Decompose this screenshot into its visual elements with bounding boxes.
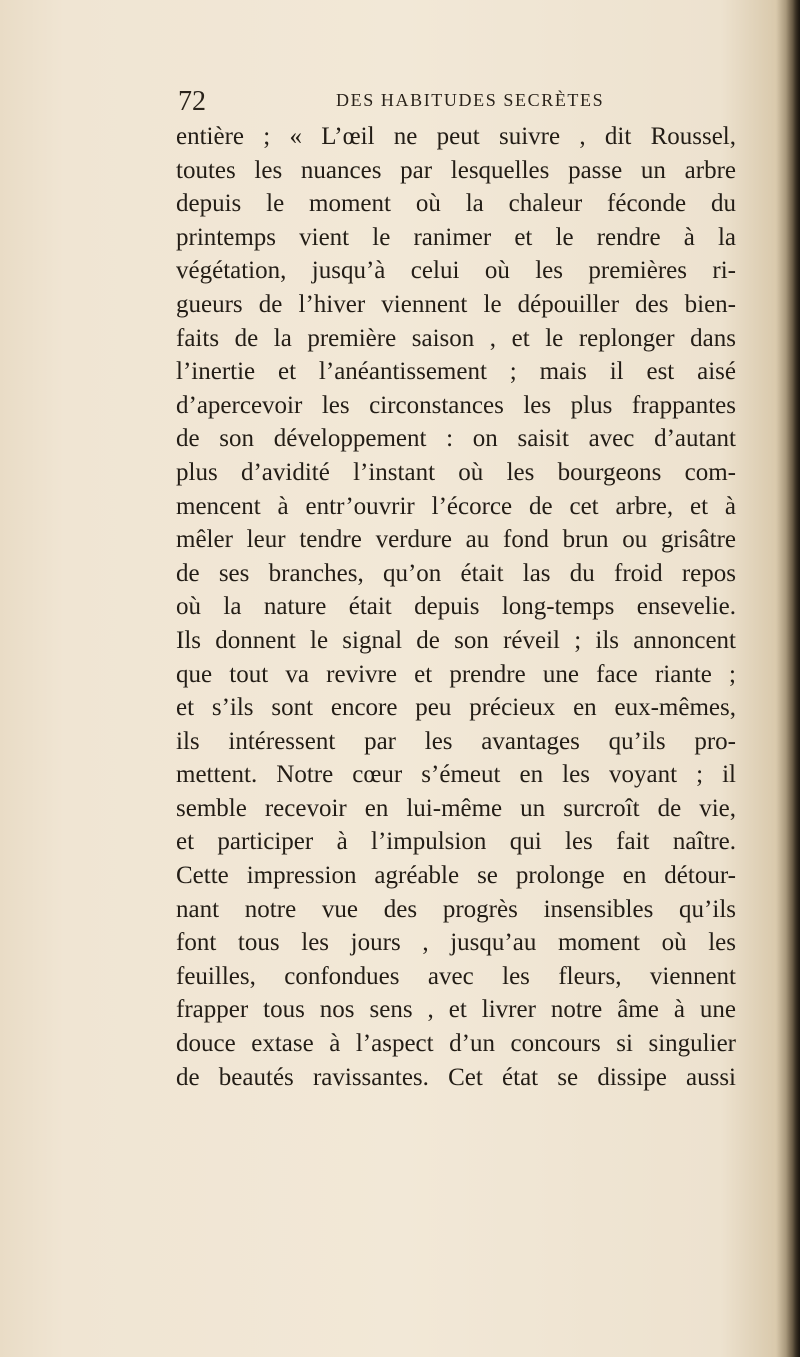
text-line: plus d’avidité l’instant où les bourgeons com- xyxy=(176,458,736,486)
page-header xyxy=(178,84,733,124)
text-line: toutes les nuances par lesquelles passe un arbre xyxy=(176,156,736,184)
text-line: douce extase à l’aspect d’un concours si singulier xyxy=(176,1030,736,1058)
text-line: printemps vient le ranimer et le rendre à la xyxy=(176,223,736,251)
text-line: nant notre vue des progrès insensibles qu’ils xyxy=(176,895,736,923)
text-line: que tout va revivre et prendre une face riante ; xyxy=(176,660,736,688)
body-text xyxy=(176,120,736,1094)
text-line: semble recevoir en lui-même un surcroît de vie, xyxy=(176,794,736,822)
text-line: depuis le moment où la chaleur féconde du xyxy=(176,190,736,218)
text-line: où la nature était depuis long-temps ensevelie. xyxy=(176,593,736,621)
page-number: 72 xyxy=(178,86,206,117)
text-line: de beautés ravissantes. Cet état se dissipe aussi xyxy=(176,1063,736,1091)
text-line: mêler leur tendre verdure au fond brun ou grisâtre xyxy=(176,526,736,554)
text-line: d’apercevoir les circonstances les plus frappantes xyxy=(176,391,736,419)
text-line: entière ; « L’œil ne peut suivre , dit Roussel, xyxy=(176,123,736,150)
text-line: Ils donnent le signal de son réveil ; ils annoncent xyxy=(176,626,736,654)
text-line: frapper tous nos sens , et livrer notre âme à une xyxy=(176,996,736,1024)
text-line: et s’ils sont encore peu précieux en eux-mêmes, xyxy=(176,694,736,722)
text-line: mettent. Notre cœur s’émeut en les voyant ; il xyxy=(176,761,736,789)
text-line: l’inertie et l’anéantissement ; mais il est aisé xyxy=(176,358,736,386)
text-line: de son développement : on saisit avec d’autant xyxy=(176,425,736,453)
running-head: DES HABITUDES SECRÈTES xyxy=(336,90,605,110)
text-line: végétation, jusqu’à celui où les premières ri- xyxy=(176,257,736,285)
text-line: ils intéressent par les avantages qu’ils pro- xyxy=(176,727,736,755)
text-line: de ses branches, qu’on était las du froid repos xyxy=(176,559,736,587)
text-line: faits de la première saison , et le replonger dans xyxy=(176,324,736,352)
text-line: Cette impression agréable se prolonge en détour- xyxy=(176,862,736,890)
text-line: font tous les jours , jusqu’au moment où les xyxy=(176,929,736,957)
text-line: et participer à l’impulsion qui les fait naître. xyxy=(176,828,736,856)
text-line: gueurs de l’hiver viennent le dépouiller des bien- xyxy=(176,290,736,318)
text-line: mencent à entr’ouvrir l’écorce de cet arbre, et à xyxy=(176,492,736,520)
text-line: feuilles, confondues avec les fleurs, viennent xyxy=(176,962,736,990)
